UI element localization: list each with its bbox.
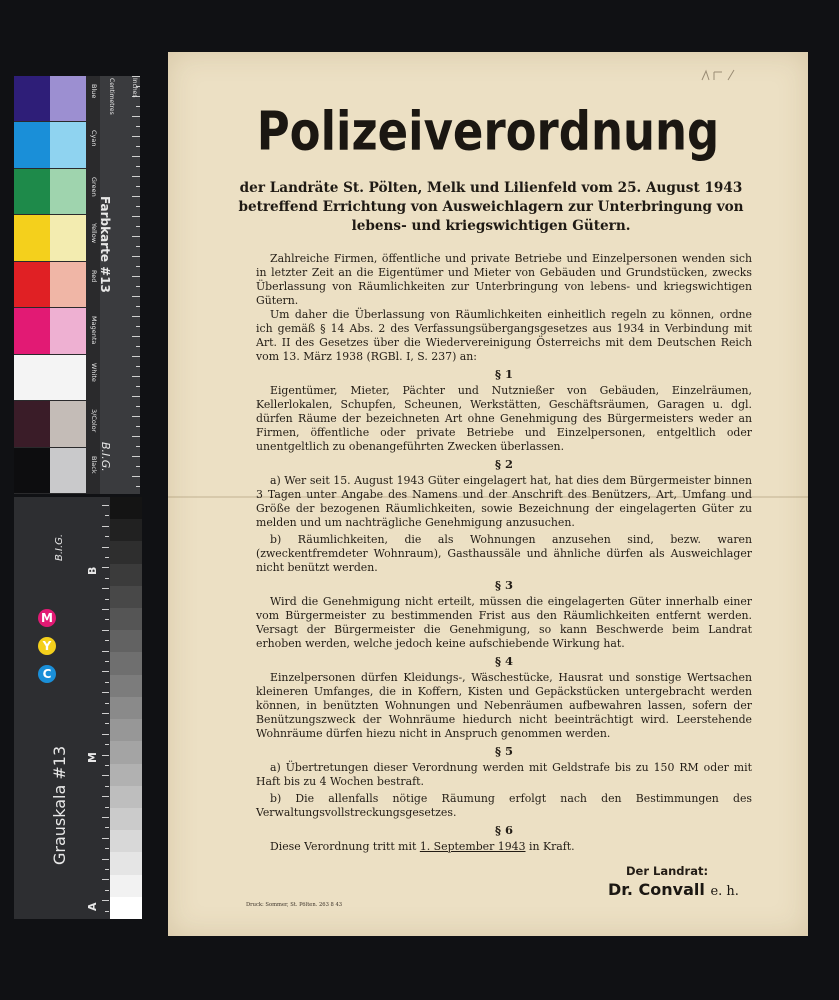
swatch-name: Magenta bbox=[90, 316, 98, 345]
gray-patch bbox=[110, 630, 142, 652]
swatch-cyan-light bbox=[50, 122, 86, 167]
gray-ruler-tick bbox=[102, 879, 109, 880]
color-card-title: Farbkarte #13 bbox=[98, 196, 112, 293]
intro-paragraph-2: Um daher die Überlassung von Räumlichkeiten einheitlich regeln zu können, ordne ich gemäß § 14 Abs. 2 des Verfassungsübergangsgesetzes aus 1934 in Verbindung mit Art. II des Gesetzes über die Wiedervereinigung Österreichs mit dem Deutschen Reich vom 13. März 1938 (RGBl. I, S. 237) an: bbox=[256, 308, 752, 363]
ruler-tick bbox=[136, 206, 140, 207]
ruler-tick bbox=[132, 196, 140, 197]
ruler-tick bbox=[132, 216, 140, 217]
swatch-yellow-light bbox=[50, 215, 86, 260]
gray-ruler-tick bbox=[102, 567, 109, 568]
ruler-tick bbox=[136, 306, 140, 307]
section-1-text: Eigentümer, Mieter, Pächter und Nutznießer von Gebäuden, Einzelräumen, Kellerlokalen, Schupfen, Scheunen, Werkstätten, Geschäftsräumen, Garagen u. dgl. dürfen Räume der bezeichneten Art ohne Genehmigung des Bürgermeisters weder an Firmen, öffentliche oder private Betriebe und Einzelpersonen, entgeltlich oder unentgeltlich zu obenangeführten Zwecken überlassen. bbox=[256, 384, 752, 453]
handwritten-mark bbox=[700, 68, 744, 84]
gray-ruler-tick bbox=[105, 744, 109, 745]
swatch-white-light bbox=[50, 355, 86, 400]
gray-card-title: Grauskala #13 bbox=[50, 745, 69, 865]
gray-ruler-tick bbox=[102, 692, 109, 693]
signer-suffix: e. h. bbox=[710, 884, 739, 899]
gray-ruler-tick bbox=[102, 651, 109, 652]
gray-ruler-tick bbox=[102, 775, 109, 776]
gray-patch bbox=[110, 741, 142, 763]
gray-ruler-tick bbox=[102, 671, 109, 672]
gray-ruler-tick bbox=[105, 640, 109, 641]
gray-ruler-tick bbox=[102, 900, 109, 901]
swatch-3color-light bbox=[50, 401, 86, 446]
ruler-tick bbox=[136, 486, 140, 487]
gray-patch bbox=[110, 875, 142, 897]
gray-ruler-tick bbox=[105, 786, 109, 787]
ruler-tick bbox=[132, 76, 140, 77]
ruler-tick bbox=[132, 176, 140, 177]
swatch-blue-light bbox=[50, 76, 86, 121]
section-3-text: Wird die Genehmigung nicht erteilt, müssen die eingelagerten Güter innerhalb einer vom Bürgermeister zu bestimmenden Frist aus den Räumlichkeiten entfernt werden. Versagt der Bürgermeister die Genehmigung, so kann Beschwerde beim Landrat erhoben werden, welche jedoch keine aufschiebende Wirkung hat. bbox=[256, 595, 752, 650]
swatch-yellow-dark bbox=[14, 215, 50, 260]
gray-ruler-tick bbox=[105, 661, 109, 662]
signer-name: Dr. Convall bbox=[608, 880, 705, 899]
color-calibration-card bbox=[14, 76, 140, 494]
ruler-tick bbox=[136, 126, 140, 127]
swatch-name: Black bbox=[90, 455, 98, 474]
magenta-dot-icon: M bbox=[38, 609, 56, 627]
intro-paragraph-1: Zahlreiche Firmen, öffentliche und private Betriebe und Einzelpersonen wenden sich in letzter Zeit an die Eigentümer und Mieter von Gebäuden und Grundstücken, zwecks Überlassung von Räumlichkeiten zur Unterbringung von lebens- und kriegswichtigen Gütern. bbox=[256, 252, 752, 307]
swatch-cyan-dark bbox=[14, 122, 50, 167]
signer-role: Der Landrat: bbox=[626, 864, 709, 878]
gray-patch bbox=[110, 541, 142, 563]
section-2a-text: a) Wer seit 15. August 1943 Güter eingelagert hat, hat dies dem Bürgermeister binnen 3 Tagen unter Angabe des Namens und der Anschrift des Benützers, Art, Umfang und Größe der bezogenen Räumlichkeiten, sowie Bezeichnung der eingelagerten Güter zu melden und um nachträgliche Genehmigung anzusuchen. bbox=[256, 474, 752, 529]
gray-ruler-tick bbox=[105, 682, 109, 683]
ruler-unit-label: Inches bbox=[131, 78, 138, 98]
section-1-heading: § 1 bbox=[494, 367, 514, 381]
gray-ruler-tick bbox=[105, 703, 109, 704]
ruler-tick bbox=[132, 356, 140, 357]
gray-ruler-tick bbox=[102, 526, 109, 527]
swatch-green-light bbox=[50, 169, 86, 214]
cyan-dot-icon: C bbox=[38, 665, 56, 683]
gray-ruler-tick bbox=[105, 515, 109, 516]
ruler-tick bbox=[136, 186, 140, 187]
ruler-tick bbox=[132, 276, 140, 277]
grayscale-calibration-card bbox=[14, 497, 142, 919]
ruler-tick bbox=[132, 316, 140, 317]
ruler-tick bbox=[136, 366, 140, 367]
ruler-tick bbox=[136, 246, 140, 247]
ruler-tick bbox=[136, 446, 140, 447]
swatch-green-dark bbox=[14, 169, 50, 214]
gray-card-brand: B.I.G. bbox=[54, 533, 65, 561]
ruler-tick bbox=[136, 426, 140, 427]
ruler-tick bbox=[136, 346, 140, 347]
gray-ruler-tick bbox=[105, 848, 109, 849]
gray-patch bbox=[110, 719, 142, 741]
gray-ruler-tick bbox=[105, 536, 109, 537]
ruler-tick bbox=[136, 386, 140, 387]
ruler-tick bbox=[136, 466, 140, 467]
gray-patch bbox=[110, 697, 142, 719]
ruler-tick bbox=[136, 266, 140, 267]
gray-ruler-tick bbox=[102, 838, 109, 839]
section-3-heading: § 3 bbox=[494, 578, 514, 592]
ruler-tick bbox=[136, 326, 140, 327]
ruler-unit-label-cm: Centimetres bbox=[108, 78, 115, 115]
gray-ruler-tick bbox=[102, 588, 109, 589]
section-5-heading: § 5 bbox=[494, 744, 514, 758]
ruler-tick bbox=[136, 146, 140, 147]
gray-ruler-tick bbox=[102, 505, 109, 506]
swatch-magenta-light bbox=[50, 308, 86, 353]
poster-subtitle: der Landräte St. Pölten, Melk und Lilienfeld vom 25. August 1943 betreffend Errichtung von Ausweichlagern zur Unterbringung von lebens- und kriegswichtigen Gütern. bbox=[238, 180, 744, 234]
swatch-red-light bbox=[50, 262, 86, 307]
swatch-red-dark bbox=[14, 262, 50, 307]
section-2-heading: § 2 bbox=[494, 457, 514, 471]
swatch-name: Red bbox=[90, 269, 98, 283]
ruler-tick bbox=[132, 256, 140, 257]
ruler-tick bbox=[132, 476, 140, 477]
swatch-name: Cyan bbox=[90, 130, 98, 147]
ruler-tick bbox=[136, 226, 140, 227]
gray-patch bbox=[110, 852, 142, 874]
gray-patch bbox=[110, 830, 142, 852]
section-4-text: Einzelpersonen dürfen Kleidungs-, Wäschestücke, Hausrat und sonstige Wertsachen kleineren Umfanges, die in Koffern, Kisten und Gepäckstücken untergebracht werden können, in benützten Wohnungen und Nebenräumen aufbewahren lassen, sofern der Benützungszweck der Wohnräume hiedurch nicht beeinträchtigt wird. Leerstehende Wohnräume dürfen hiezu nicht in Anspruch genommen werden. bbox=[256, 671, 752, 740]
gray-ruler-tick bbox=[102, 713, 109, 714]
ruler-tick bbox=[136, 286, 140, 287]
swatch-name: Green bbox=[90, 176, 98, 197]
gray-ruler-tick bbox=[102, 734, 109, 735]
gray-patch bbox=[110, 808, 142, 830]
ruler-tick bbox=[132, 116, 140, 117]
swatch-name: White bbox=[90, 362, 98, 382]
ruler-tick bbox=[132, 436, 140, 437]
effective-date: 1. September 1943 bbox=[419, 840, 526, 853]
gray-ruler-tick bbox=[102, 547, 109, 548]
gray-patch bbox=[110, 786, 142, 808]
printer-imprint: Druck: Sommer, St. Pölten. 263 8 43 bbox=[246, 902, 343, 908]
gray-ruler-tick bbox=[105, 765, 109, 766]
ruler-tick bbox=[132, 396, 140, 397]
ruler-tick bbox=[132, 156, 140, 157]
ruler-tick bbox=[136, 106, 140, 107]
section-5b-text: b) Die allenfalls nötige Räumung erfolgt nach den Bestimmungen des Verwaltungsvollstreckungsgesetzes. bbox=[256, 792, 752, 819]
gray-patch bbox=[110, 764, 142, 786]
ruler-tick bbox=[136, 406, 140, 407]
gray-ruler-tick bbox=[105, 827, 109, 828]
ruler-tick bbox=[132, 336, 140, 337]
gray-ruler-tick bbox=[105, 578, 109, 579]
gray-ruler-tick bbox=[102, 817, 109, 818]
gray-patch bbox=[110, 675, 142, 697]
scale-letter-b: B bbox=[86, 566, 99, 575]
swatch-3color-dark bbox=[14, 401, 50, 446]
gray-ruler-tick bbox=[105, 911, 109, 912]
gray-ruler-tick bbox=[102, 796, 109, 797]
yellow-dot-icon: Y bbox=[38, 637, 56, 655]
gray-patch bbox=[110, 652, 142, 674]
color-card-brand: B.I.G. bbox=[99, 442, 112, 472]
scale-letter-a: A bbox=[86, 902, 99, 911]
gray-ruler-tick bbox=[105, 723, 109, 724]
ruler-tick bbox=[132, 236, 140, 237]
gray-ruler-tick bbox=[102, 755, 109, 756]
ordinance-body bbox=[256, 252, 752, 854]
ruler-tick bbox=[132, 416, 140, 417]
ruler-tick bbox=[132, 456, 140, 457]
police-ordinance-poster bbox=[168, 52, 808, 936]
gray-ruler-tick bbox=[102, 859, 109, 860]
gray-patch bbox=[110, 564, 142, 586]
poster-headline: Polizeiverordnung bbox=[256, 100, 720, 163]
swatch-name: 3/Color bbox=[90, 409, 98, 433]
ruler-tick bbox=[132, 296, 140, 297]
ruler-tick bbox=[136, 166, 140, 167]
section-5a-text: a) Übertretungen dieser Verordnung werden mit Geldstrafe bis zu 150 RM oder mit Haft bis zu 4 Wochen bestraft. bbox=[256, 761, 752, 788]
swatch-magenta-dark bbox=[14, 308, 50, 353]
swatch-black-dark bbox=[14, 448, 50, 493]
gray-ruler-tick bbox=[102, 609, 109, 610]
section-6-pre: Diese Verordnung tritt mit bbox=[270, 840, 417, 853]
gray-ruler-tick bbox=[105, 599, 109, 600]
gray-ruler-tick bbox=[105, 557, 109, 558]
gray-patch bbox=[110, 897, 142, 919]
swatch-name: Yellow bbox=[90, 223, 98, 244]
gray-ruler-tick bbox=[105, 807, 109, 808]
ruler-tick bbox=[132, 376, 140, 377]
section-2b-text: b) Räumlichkeiten, die als Wohnungen anzusehen sind, bezw. waren (zweckentfremdeter Wohnraum), Gasthaussäle und ähnliche dürfen als Ausweichlager nicht benützt werden. bbox=[256, 533, 752, 574]
section-4-heading: § 4 bbox=[494, 654, 514, 668]
swatch-name: Blue bbox=[90, 84, 98, 99]
scale-letter-m: M bbox=[86, 752, 99, 763]
gray-ruler-tick bbox=[105, 619, 109, 620]
section-6-heading: § 6 bbox=[494, 823, 514, 837]
section-6-post: in Kraft. bbox=[528, 840, 575, 853]
gray-ruler-tick bbox=[105, 869, 109, 870]
gray-patch bbox=[110, 608, 142, 630]
ruler-tick bbox=[132, 136, 140, 137]
gray-patch bbox=[110, 586, 142, 608]
gray-patch bbox=[110, 497, 142, 519]
signer-block bbox=[608, 880, 739, 899]
swatch-black-light bbox=[50, 448, 86, 493]
swatch-white-dark bbox=[14, 355, 50, 400]
swatch-blue-dark bbox=[14, 76, 50, 121]
section-6-text bbox=[256, 840, 752, 854]
gray-ruler-tick bbox=[102, 630, 109, 631]
gray-ruler-tick bbox=[105, 890, 109, 891]
gray-patch bbox=[110, 519, 142, 541]
